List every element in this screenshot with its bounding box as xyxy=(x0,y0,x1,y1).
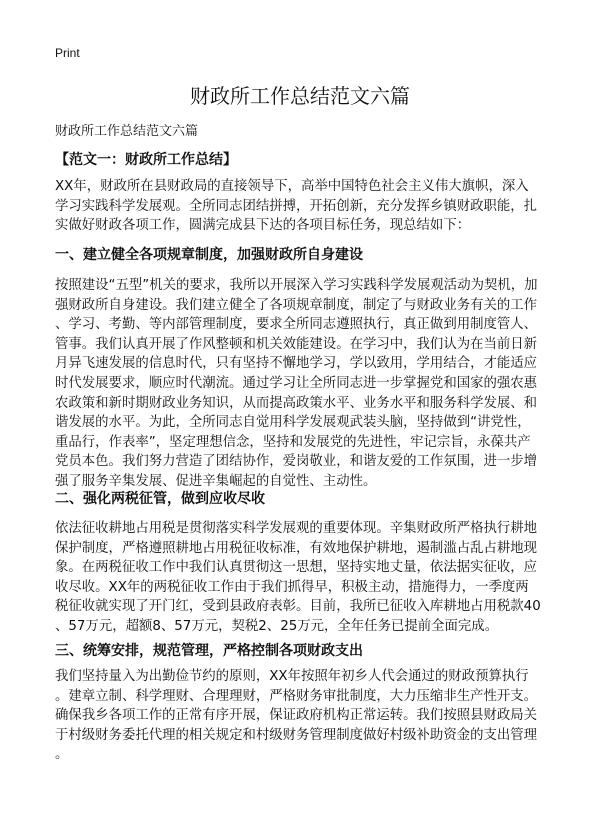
text-line: 、57万元，超额8、57万元，契税2、25万元，全年任务已提前全面完成。 xyxy=(55,618,499,634)
text-line: 谐发展的水平。为此，全所同志自觉用科学发展观武装头脑，坚持做到“讲党性， xyxy=(55,415,531,431)
text-line: 。 xyxy=(55,747,69,763)
text-line: 重品行，作表率”，坚定理想信念，坚持和发展党的先进性，牢记宗旨，永葆共产 xyxy=(55,434,531,450)
text-line: 管事。我们认真开展了作风整顿和机关效能建设。在学习中，我们认为在当前日新 xyxy=(55,336,538,352)
section-heading-1: 一、建立健全各项规章制度，加强财政所自身建设 xyxy=(55,247,363,263)
section-paragraph-1 xyxy=(55,276,555,492)
text-line: 我们坚持量入为出勤俭节约的原则，XX年按照年初乡人代会通过的财政预算执行 xyxy=(55,669,529,684)
text-line: 收尽收。XX年的两税征收工作由于我们抓得早，积极主动，措施得力，一季度两 xyxy=(55,579,529,595)
print-link[interactable]: Print xyxy=(55,46,80,60)
section-heading-3: 三、统筹安排，规范管理，严格控制各项财政支出 xyxy=(55,643,363,659)
text-line: 学习实践科学发展观。全所同志团结拼搏，开拓创新，充分发挥乡镇财政职能，扎 xyxy=(55,198,538,214)
text-line: 时代发展要求，顺应时代潮流。通过学习让全所同志进一步掌握党和国家的强农惠 xyxy=(55,375,538,391)
section-paragraph-3 xyxy=(55,667,555,765)
text-line: 于村级财务委托代理的相关规定和村级财务管理制度做好村级补助资金的支出管理 xyxy=(55,727,538,743)
section-heading-2: 二、强化两税征管，做到应收尽收 xyxy=(55,491,265,507)
text-line: 保护制度，严格遵照耕地占用税征收标准，有效地保护耕地，遏制滥占乱占耕地现 xyxy=(55,540,538,556)
intro-paragraph xyxy=(55,177,555,236)
text-line: 确保我乡各项工作的正常有序开展，保证政府机构正常运转。我们按照县财政局关 xyxy=(55,708,538,724)
text-line: 依法征收耕地占用税是贯彻落实科学发展观的重要体现。辛集财政所严格执行耕地 xyxy=(55,521,538,536)
text-line: 税征收就实现了开门红，受到县政府表彰。目前，我所已征收入库耕地占用税款40 xyxy=(55,599,541,615)
text-line: 象。在两税征收工作中我们认真贯彻这一思想，坚持实地丈量，依法据实征收，应 xyxy=(55,560,538,576)
text-line: 农政策和新时期财政业务知识，从而提高政策水平、业务水平和服务科学发展、和 xyxy=(55,395,538,411)
text-line: 。建章立制、科学理财、合理理财，严格财务审批制度，大力压缩非生产性开支。 xyxy=(55,688,538,704)
text-line: XX年，财政所在县财政局的直接领导下，高举中国特色社会主义伟大旗帜，深入 xyxy=(55,179,529,194)
text-line: 、学习、考勤、等内部管理制度，要求全所同志遵照执行，真正做到用制度管人、 xyxy=(55,317,538,333)
text-line: 月异飞速发展的信息时代，只有坚持不懈地学习，学以致用，学用结合，才能适应 xyxy=(55,356,538,372)
text-line: 党员本色。我们努力营造了团结协作，爱岗敬业，和谐友爱的工作氛围，进一步增 xyxy=(55,454,538,470)
text-line: 实做好财政各项工作，圆满完成县下达的各项目标任务，现总结如下： xyxy=(55,218,471,234)
text-line: 强财政所自身建设。我们建立健全了各项规章制度，制定了与财政业务有关的工作 xyxy=(55,297,538,313)
document-subtitle: 财政所工作总结范文六篇 xyxy=(55,124,199,139)
page-title: 财政所工作总结范文六篇 xyxy=(190,84,410,108)
text-line: 按照建设“五型”机关的要求，我所以开展深入学习实践科学发展观活动为契机，加 xyxy=(55,278,538,293)
text-line: 强了服务辛集发展、促进辛集崛起的自觉性、主动性。 xyxy=(55,473,377,489)
article-heading: 【范文一：财政所工作总结】 xyxy=(55,152,237,168)
section-paragraph-2 xyxy=(55,519,555,637)
